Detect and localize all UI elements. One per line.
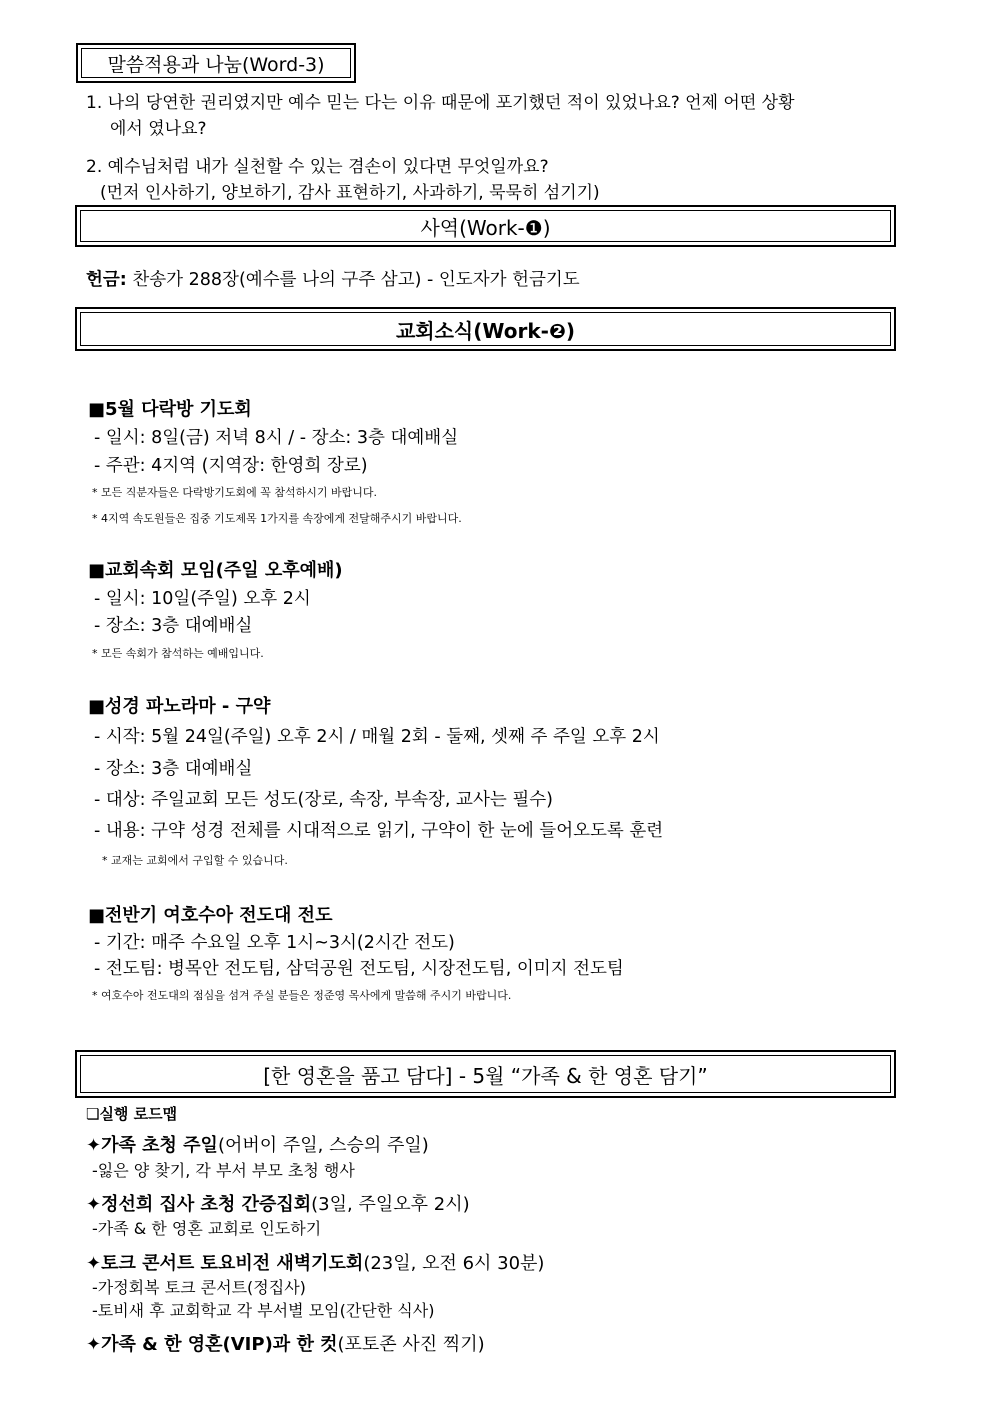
- campaign-item-1-title: ✦가족 초청 주일: [86, 1135, 218, 1156]
- roadmap-label: ❏실행 로드맵: [86, 1105, 178, 1123]
- news-3-line-2: - 장소: 3층 대예배실: [94, 759, 253, 779]
- question-2-line-1: 2. 예수님처럼 내가 실천할 수 있는 겸손이 있다면 무엇일까요?: [86, 157, 549, 177]
- campaign-section-title: [한 영혼을 품고 담다] - 5월 “가족 & 한 영혼 담기”: [80, 1055, 891, 1093]
- campaign-item-4: [86, 1330, 485, 1356]
- campaign-item-3-detail: (23일, 오전 6시 30분): [363, 1253, 545, 1274]
- news-2-note-1: * 모든 속회가 참석하는 예배입니다.: [92, 647, 264, 660]
- work1-section-title: 사역(Work-❶): [80, 210, 891, 242]
- offering-label: 헌금:: [86, 270, 127, 290]
- question-1-line-1: 1. 나의 당연한 권리였지만 예수 믿는 다는 이유 때문에 포기했던 적이 있었나요? 언제 어떤 상황: [86, 93, 795, 113]
- news-3-line-3: - 대상: 주일교회 모든 성도(장로, 속장, 부속장, 교사는 필수): [94, 790, 553, 810]
- campaign-item-4-title: ✦가족 & 한 영혼(VIP)과 한 컷: [86, 1334, 338, 1355]
- news-3-line-1: - 시작: 5월 24일(주일) 오후 2시 / 매월 2회 - 둘째, 셋째 주 주일 오후 2시: [94, 727, 660, 747]
- campaign-item-3-sub-2: -토비새 후 교회학교 각 부서별 모임(간단한 식사): [92, 1301, 435, 1320]
- news-1-line-1: - 일시: 8일(금) 저녁 8시 / - 장소: 3층 대예배실: [94, 428, 459, 448]
- news-3-note-1: * 교재는 교회에서 구입할 수 있습니다.: [102, 854, 288, 867]
- news-4-note-1: * 여호수아 전도대의 점심을 섬겨 주실 분들은 정준영 목사에게 말씀해 주시기 바랍니다.: [92, 989, 512, 1002]
- news-4-line-2: - 전도팀: 병목안 전도팀, 삼덕공원 전도팀, 시장전도팀, 이미지 전도팀: [94, 959, 624, 979]
- campaign-item-2-sub: -가족 & 한 영혼 교회로 인도하기: [92, 1219, 322, 1238]
- campaign-item-1-sub: -잃은 양 찾기, 각 부서 부모 초청 행사: [92, 1161, 355, 1180]
- news-1-note-2: * 4지역 속도원들은 집중 기도제목 1가지를 속장에게 전달해주시기 바랍니다.: [92, 512, 462, 525]
- work2-section-box: [75, 307, 896, 351]
- campaign-item-3: [86, 1249, 544, 1275]
- campaign-item-2-detail: (3일, 주일오후 2시): [311, 1194, 470, 1215]
- campaign-item-2-title: ✦정선희 집사 초청 간증집회: [86, 1194, 312, 1215]
- news-1-note-1: * 모든 직분자들은 다락방기도회에 꼭 참석하시기 바랍니다.: [92, 486, 377, 499]
- campaign-item-2: [86, 1190, 470, 1216]
- offering-line: [86, 266, 580, 291]
- work1-section-box: [75, 205, 896, 247]
- campaign-item-1-detail: (어버이 주일, 스승의 주일): [217, 1135, 429, 1156]
- offering-text: 찬송가 288장(예수를 나의 구주 삼고) - 인도자가 헌금기도: [126, 270, 580, 290]
- campaign-item-4-detail: (포토존 사진 찍기): [337, 1334, 485, 1355]
- work2-section-title: 교회소식(Work-❷): [80, 312, 891, 346]
- campaign-item-1: [86, 1131, 429, 1157]
- campaign-item-3-title: ✦토크 콘서트 토요비전 새벽기도회: [86, 1253, 364, 1274]
- campaign-item-3-sub-1: -가정회복 토크 콘서트(정집사): [92, 1278, 306, 1297]
- news-1-line-2: - 주관: 4지역 (지역장: 한영희 장로): [94, 456, 368, 476]
- question-2-line-2: (먼저 인사하기, 양보하기, 감사 표현하기, 사과하기, 묵묵히 섬기기): [100, 183, 600, 203]
- campaign-section-box: [75, 1050, 896, 1098]
- word-section-box: [76, 43, 356, 83]
- news-3-line-4: - 내용: 구약 성경 전체를 시대적으로 읽기, 구약이 한 눈에 들어오도록 훈련: [94, 821, 664, 841]
- news-2-line-1: - 일시: 10일(주일) 오후 2시: [94, 589, 311, 609]
- news-2-line-2: - 장소: 3층 대예배실: [94, 616, 253, 636]
- news-4-heading: ■전반기 여호수아 전도대 전도: [88, 905, 333, 926]
- news-4-line-1: - 기간: 매주 수요일 오후 1시~3시(2시간 전도): [94, 933, 455, 953]
- news-3-heading: ■성경 파노라마 - 구약: [88, 696, 271, 717]
- word-section-title: 말씀적용과 나눔(Word-3): [81, 48, 351, 78]
- news-1-heading: ■5월 다락방 기도회: [88, 399, 252, 420]
- question-1-line-2: 에서 였나요?: [110, 119, 207, 139]
- news-2-heading: ■교회속회 모임(주일 오후예배): [88, 560, 343, 581]
